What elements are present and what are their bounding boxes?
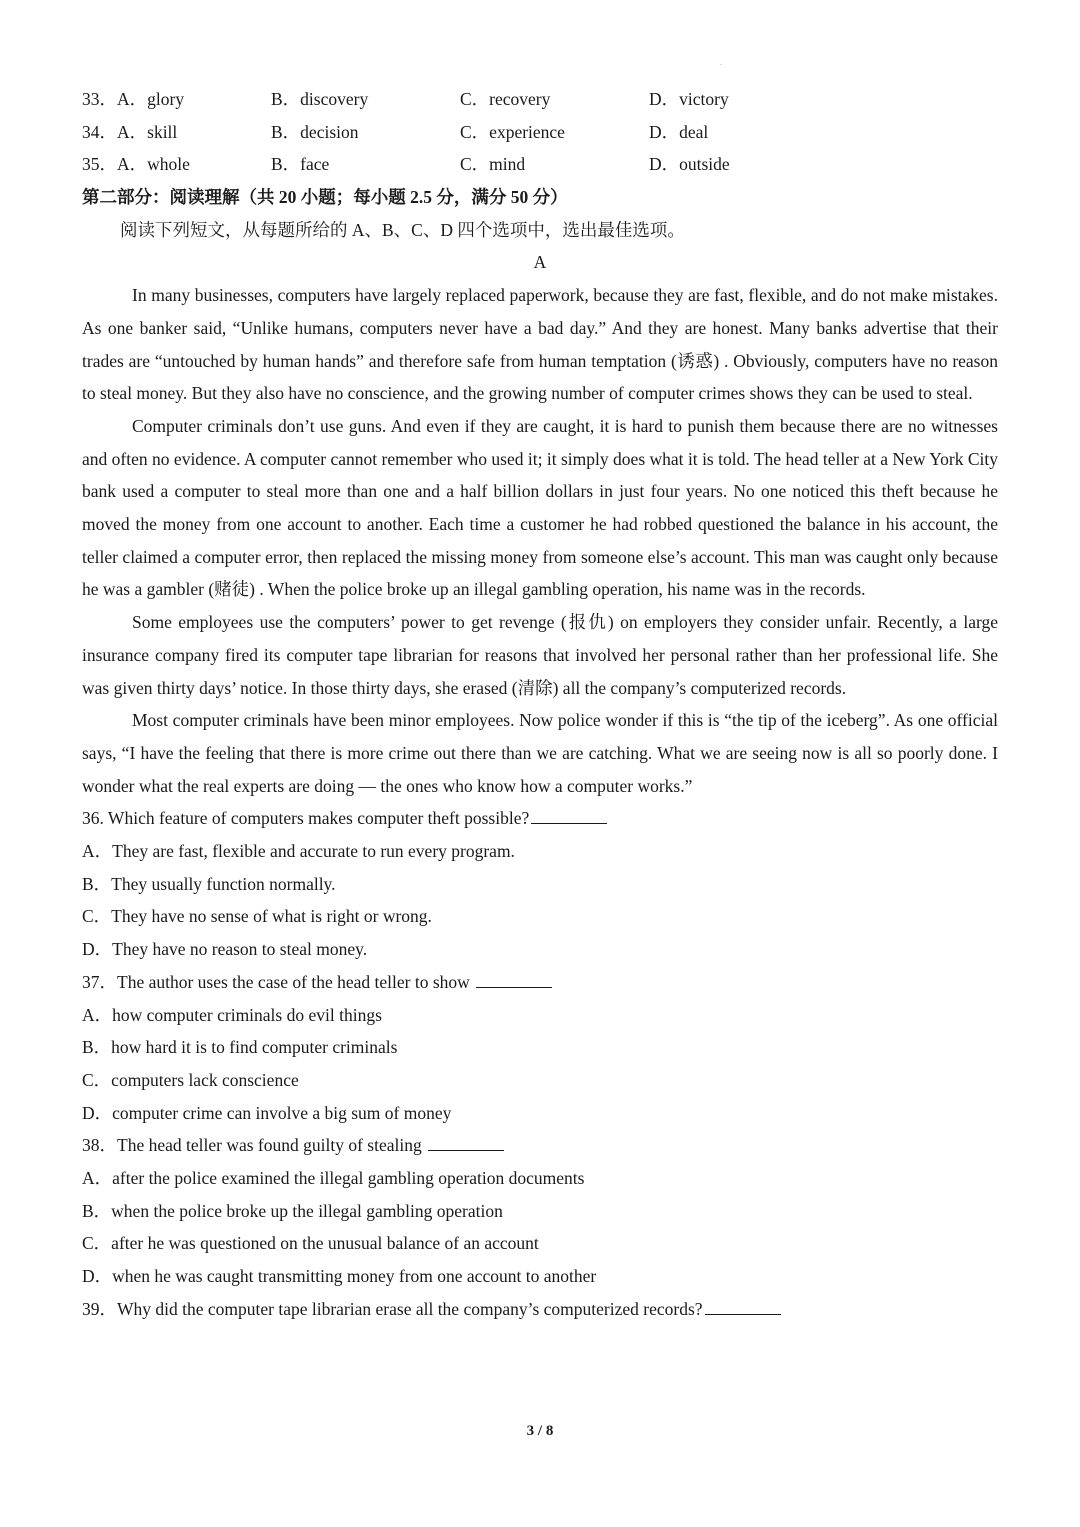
option-34-b: B．decision xyxy=(271,121,359,142)
question-37 xyxy=(82,966,998,1129)
option-35-d: D．outside xyxy=(649,154,730,175)
answer-option: C．computers lack conscience xyxy=(82,1069,299,1090)
paragraph-2: Computer criminals don’t use guns. And even if they are caught, it is hard to punish them because there are no witnesses and often no evidence. A computer cannot remember who used it; it simply does what it is told. The head teller at a New York City bank used a computer to steal more than one and a half billion dollars in just four years. No one noticed this theft because he moved the money from one account to another. Each time a customer he had robbed questioned the balance in his account, the teller claimed a computer error, then replaced the missing money from someone else’s account. This man was caught only because he was a gambler (赌徒) . When the police broke up an illegal gambling operation, his name was in the records. xyxy=(82,415,998,600)
exam-page xyxy=(82,83,998,1325)
option-33-d: D．victory xyxy=(649,89,729,109)
question-36 xyxy=(82,802,998,965)
answer-option: D．when he was caught transmitting money from one account to another xyxy=(82,1266,597,1286)
scan-dot: . xyxy=(720,58,722,67)
answer-option: B．They usually function normally. xyxy=(82,873,336,894)
section-title: 第二部分：阅读理解（共 20 小题；每小题 2.5 分，满分 50 分） xyxy=(82,187,568,208)
option-35-b: B．face xyxy=(271,154,330,175)
answer-blank xyxy=(531,805,607,824)
answer-blank xyxy=(705,1296,781,1315)
option-33-b: B．discovery xyxy=(271,89,369,109)
answer-option: C．They have no sense of what is right or wrong. xyxy=(82,906,432,927)
options-table xyxy=(82,83,998,181)
option-33-c: C．recovery xyxy=(460,89,551,109)
answer-option: B．when the police broke up the illegal gambling operation xyxy=(82,1200,503,1221)
option-35-a: 35．A．whole xyxy=(82,154,190,175)
question-38 xyxy=(82,1129,998,1292)
paragraph-3: Some employees use the computers’ power to get revenge (报仇) on employers they consider unfair. Recently, a large insurance company fired its computer tape librarian for reasons that involved her personal rather than her professional life. She was given thirty days’ notice. In those thirty days, she erased (清除) all the company’s computerized records. xyxy=(82,612,998,698)
instruction: 阅读下列短文，从每题所给的 A、B、C、D 四个选项中，选出最佳选项。 xyxy=(120,219,685,240)
question-39 xyxy=(82,1293,998,1326)
option-34-d: D．deal xyxy=(649,121,709,142)
answer-blank xyxy=(476,969,552,988)
options-row-33 xyxy=(82,83,998,116)
options-row-35 xyxy=(82,148,998,181)
option-34-a: 34．A．skill xyxy=(82,121,178,142)
passage-letter: A xyxy=(533,252,547,273)
answer-blank xyxy=(428,1132,504,1151)
options-row-34 xyxy=(82,116,998,149)
answer-option: D．They have no reason to steal money. xyxy=(82,939,368,960)
page-number: 3 / 8 xyxy=(526,1423,554,1439)
question-stem: 38．The head teller was found guilty of stealing xyxy=(82,1129,998,1162)
option-33-a: 33．A．glory xyxy=(82,89,185,109)
paragraph-1: In many businesses, computers have largely replaced paperwork, because they are fast, flexible, and do not make mistakes. As one banker said, “Unlike humans, computers never have a bad day.” And they are honest. Many banks advertise that their trades are “untouched by human hands” and therefore safe from human temptation (诱惑) . Obviously, computers have no reason to steal money. But they also have no conscience, and the growing number of computer crimes shows they can be used to steal. xyxy=(82,285,998,404)
question-stem: 36. Which feature of computers makes computer theft possible? xyxy=(82,802,998,835)
answer-option: A．They are fast, flexible and accurate to run every program. xyxy=(82,841,515,862)
answer-option: B．how hard it is to find computer criminals xyxy=(82,1037,398,1058)
answer-option: A．after the police examined the illegal gambling operation documents xyxy=(82,1167,585,1188)
answer-option: A．how computer criminals do evil things xyxy=(82,1004,382,1025)
answer-option: D．computer crime can involve a big sum of money xyxy=(82,1102,452,1123)
option-34-c: C．experience xyxy=(460,121,565,142)
paragraph-4: Most computer criminals have been minor employees. Now police wonder if this is “the tip of the iceberg”. As one official says, “I have the feeling that there is more crime out there than we are catching. What we are seeing now is all so poorly done. I wonder what the real experts are doing — the ones who know how a computer works.” xyxy=(82,710,998,796)
question-stem: 37．The author uses the case of the head teller to show xyxy=(82,966,998,999)
question-stem: 39．Why did the computer tape librarian erase all the company’s computerized records? xyxy=(82,1293,998,1326)
option-35-c: C．mind xyxy=(460,154,526,175)
answer-option: C．after he was questioned on the unusual balance of an account xyxy=(82,1233,539,1254)
